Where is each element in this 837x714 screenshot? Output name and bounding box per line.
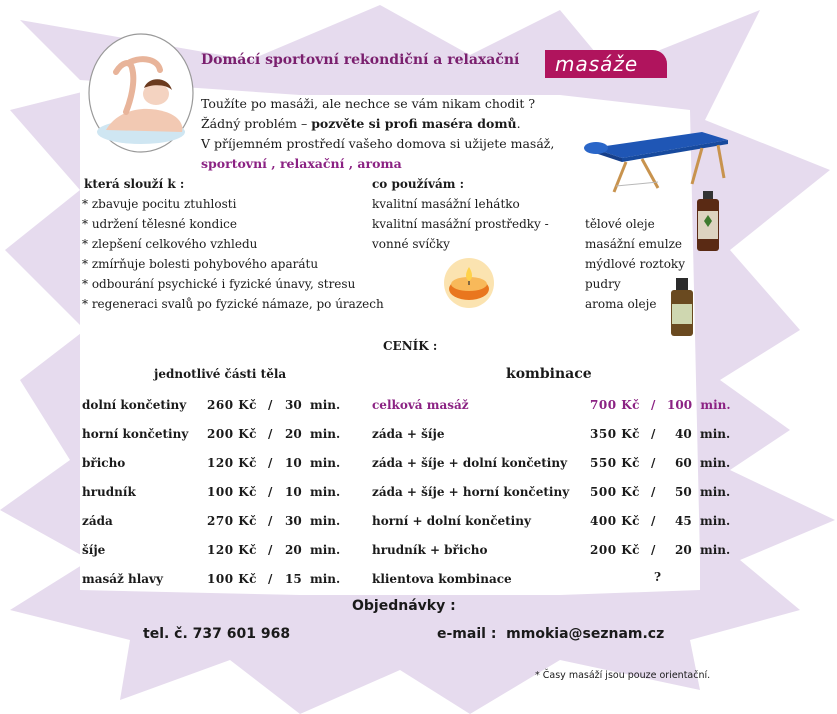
price-row-separator: / — [268, 572, 273, 586]
price-row-name: záda + šíje + dolní končetiny — [372, 456, 568, 470]
price-row-separator: / — [268, 427, 273, 441]
price-row-price: 700 Kč — [590, 398, 640, 412]
price-row-name: klientova kombinace — [372, 572, 512, 586]
price-row-price: ? — [654, 570, 662, 584]
benefit-item: * zbavuje pocitu ztuhlosti — [82, 197, 237, 211]
tool-item: kvalitní masážní prostředky - — [372, 217, 549, 231]
pricelist-right-heading: kombinace — [506, 366, 592, 382]
price-row-time: 100 min. — [667, 398, 731, 412]
price-row-price: 100 Kč — [207, 572, 257, 586]
price-row-separator: / — [651, 456, 656, 470]
benefit-item: * udržení tělesné kondice — [82, 217, 237, 231]
price-row-name: záda + šíje — [372, 427, 445, 441]
price-row-time: 15 min. — [285, 572, 341, 586]
price-row-name: dolní končetiny — [82, 398, 187, 412]
candle-image — [443, 257, 495, 309]
footnote: * Časy masáží jsou pouze orientační. — [535, 670, 711, 681]
price-row-separator: / — [651, 398, 656, 412]
price-row-name: celková masáž — [372, 398, 469, 412]
price-row-name: záda + šíje + horní končetiny — [372, 485, 570, 499]
price-row-name: masáž hlavy — [82, 572, 163, 586]
price-row-separator: / — [651, 543, 656, 557]
price-row-price: 350 Kč — [590, 427, 640, 441]
price-row-separator: / — [651, 485, 656, 499]
orders-heading: Objednávky : — [352, 598, 456, 614]
benefit-item: * odbourání psychické i fyzické únavy, stresu — [82, 277, 356, 291]
price-row-price: 260 Kč — [207, 398, 257, 412]
price-row-time: 20 min. — [285, 543, 341, 557]
price-row-separator: / — [268, 456, 273, 470]
price-row-time: 60 min. — [675, 456, 731, 470]
oil-bottle-image — [694, 191, 722, 253]
price-row-time: 20 min. — [285, 427, 341, 441]
intro-line-2-pre: Žádný problém – — [201, 116, 312, 131]
brand-label: masáže — [545, 50, 667, 78]
tool-item: vonné svíčky — [372, 237, 450, 251]
email-address[interactable]: e-mail : mmokia@seznam.cz — [437, 626, 665, 642]
price-row-price: 400 Kč — [590, 514, 640, 528]
price-row-time: 10 min. — [285, 485, 341, 499]
benefit-item: * zmírňuje bolesti pohybového aparátu — [82, 257, 319, 271]
intro-line-4: sportovní , relaxační , aroma — [201, 156, 402, 171]
price-row-price: 500 Kč — [590, 485, 640, 499]
intro-line-1: Toužíte po masáži, ale nechce se vám nikam chodit ? — [201, 96, 536, 111]
price-row-price: 200 Kč — [590, 543, 640, 557]
price-row-name: hrudník + břicho — [372, 543, 488, 557]
product-item: tělové oleje — [585, 217, 655, 231]
tools-heading: co používám : — [372, 177, 465, 191]
benefit-item: * regeneraci svalů po fyzické námaze, po úrazech — [82, 297, 384, 311]
price-row-price: 550 Kč — [590, 456, 640, 470]
price-row-separator: / — [651, 427, 656, 441]
product-item: pudry — [585, 277, 621, 291]
intro-line-3: V příjemném prostředí vašeho domova si užijete masáž, — [201, 136, 555, 151]
price-row-name: břicho — [82, 456, 126, 470]
product-item: mýdlové roztoky — [585, 257, 685, 271]
price-row-price: 120 Kč — [207, 543, 257, 557]
price-row-price: 270 Kč — [207, 514, 257, 528]
price-row-time: 30 min. — [285, 398, 341, 412]
intro-line-2-post: . — [516, 116, 521, 131]
price-row-price: 100 Kč — [207, 485, 257, 499]
price-row-separator: / — [268, 398, 273, 412]
price-row-name: šíje — [82, 543, 106, 557]
phone-number[interactable]: tel. č. 737 601 968 — [143, 626, 291, 642]
price-row-name: záda — [82, 514, 113, 528]
price-row-separator: / — [268, 543, 273, 557]
massage-illustration — [86, 32, 196, 154]
benefits-heading: která slouží k : — [84, 177, 185, 191]
intro-line-2 — [201, 116, 521, 131]
pricelist-heading: CENÍK : — [383, 339, 438, 353]
price-row-name: hrudník — [82, 485, 136, 499]
price-row-separator: / — [268, 514, 273, 528]
price-row-time: 30 min. — [285, 514, 341, 528]
price-row-separator: / — [268, 485, 273, 499]
pricelist-left-heading: jednotlivé části těla — [154, 367, 287, 381]
product-item: masážní emulze — [585, 237, 683, 251]
price-row-time: 20 min. — [675, 543, 731, 557]
price-row-time: 45 min. — [675, 514, 731, 528]
price-row-time: 50 min. — [675, 485, 731, 499]
aroma-oil-bottle-image — [668, 278, 696, 338]
price-row-price: 120 Kč — [207, 456, 257, 470]
tool-item: kvalitní masážní lehátko — [372, 197, 520, 211]
price-row-name: horní + dolní končetiny — [372, 514, 531, 528]
price-row-name: horní končetiny — [82, 427, 189, 441]
price-row-time: 40 min. — [675, 427, 731, 441]
price-row-time: 10 min. — [285, 456, 341, 470]
benefit-item: * zlepšení celkového vzhledu — [82, 237, 258, 251]
intro-line-2-bold: pozvěte si profi maséra domů — [311, 116, 517, 131]
price-row-price: 200 Kč — [207, 427, 257, 441]
page-title: Domácí sportovní rekondiční a relaxační — [201, 52, 520, 68]
product-item: aroma oleje — [585, 297, 657, 311]
massage-table-image — [582, 126, 732, 194]
price-row-separator: / — [651, 514, 656, 528]
